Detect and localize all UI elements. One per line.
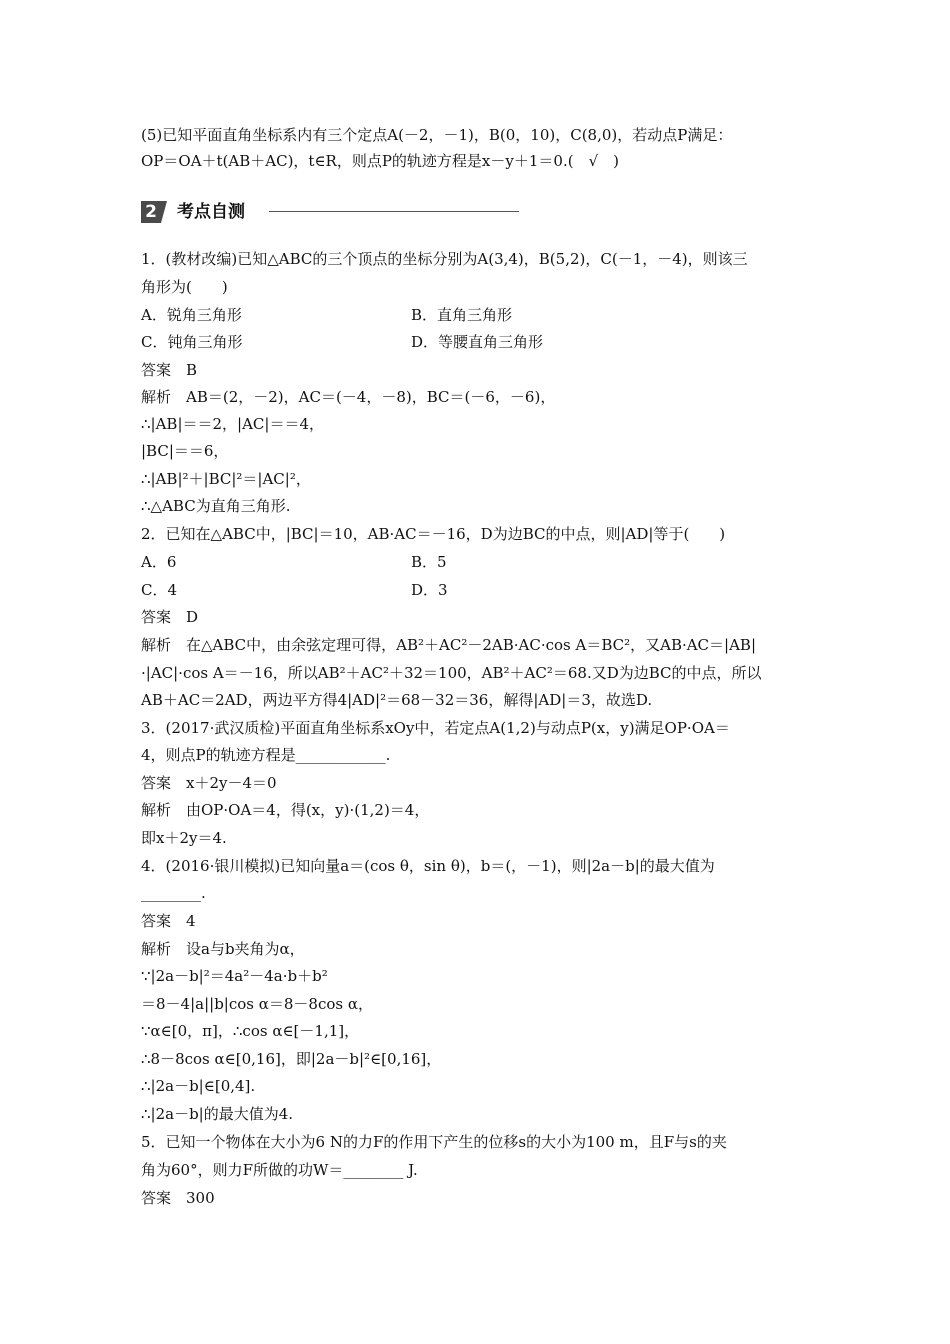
- text-line-content: (5)已知平面直角坐标系内有三个定点A(－2，－1)，B(0，10)，C(8,0)，若动点P满足：: [141, 126, 733, 144]
- text-line: [141, 607, 198, 627]
- text-line-content: 角为60°，则力F所做的功W＝________ J.: [141, 1161, 418, 1179]
- text-line-content: ∴|2a－b|∈[0,4].: [141, 1077, 256, 1095]
- text-line: [141, 524, 725, 544]
- text-line: [141, 1049, 441, 1069]
- text-line-content: ∴△ABC为直角三角形.: [141, 497, 291, 515]
- text-line-content: 解析 由OP·OA＝4，得(x，y)·(1,2)＝4，: [141, 801, 430, 819]
- text-line-content: ∴8－8cos α∈[0,16]，即|2a－b|²∈[0,16]，: [141, 1050, 442, 1068]
- text-line: [141, 1132, 727, 1152]
- text-line: [141, 1160, 418, 1180]
- text-line-content: |BC|＝＝6，: [141, 442, 229, 460]
- text-line: [141, 966, 328, 986]
- text-line-content: 答案 4: [141, 912, 196, 930]
- text-line: [141, 718, 730, 738]
- text-line: [141, 939, 305, 959]
- text-line-content: 解析 设a与b夹角为α，: [141, 940, 305, 958]
- text-line: [141, 496, 290, 516]
- text-line-content: 答案 D: [141, 608, 199, 626]
- text-line-content: A．锐角三角形: [141, 306, 242, 324]
- text-line: [141, 800, 429, 820]
- option-right-column: B．直角三角形: [411, 306, 513, 324]
- text-line-content: 4．(2016·银川模拟)已知向量a＝(cos θ，sin θ)，b＝(，－1)，则|2a－b|的最大值为: [141, 857, 715, 875]
- text-line-content: ·|AC|·cos A＝－16，所以AB²＋AC²＋32＝100，AB²＋AC²＝68.又D为边BC的中点，所以: [141, 664, 762, 682]
- section-divider: [269, 211, 519, 212]
- text-line-content: ∵|2a－b|²＝4a²－4a·b＋b²: [141, 967, 328, 985]
- text-line: [141, 414, 324, 434]
- option-right-column: D．3: [411, 581, 448, 599]
- text-line: [141, 994, 373, 1014]
- option-right-column: D．等腰直角三角形: [411, 333, 544, 351]
- text-line-content: ∴|AB|²＋|BC|²＝|AC|²，: [141, 470, 311, 488]
- text-line: [141, 911, 196, 931]
- text-line: [141, 828, 227, 848]
- text-line: [141, 1104, 293, 1124]
- text-line: [141, 305, 513, 325]
- text-line-content: A．6: [141, 553, 177, 571]
- section-header: [141, 200, 521, 224]
- text-line: [141, 580, 448, 600]
- text-line-content: ∵α∈[0，π]，∴cos α∈[－1,1]，: [141, 1022, 360, 1040]
- text-line: [141, 469, 311, 489]
- text-line: [141, 360, 197, 380]
- text-line-content: 4，则点P的轨迹方程是____________.: [141, 746, 391, 764]
- text-line: [141, 441, 228, 461]
- text-line-content: OP＝OA＋t(AB＋AC)，t∈R，则点P的轨迹方程是x－y＋1＝0.( √ ): [141, 152, 619, 170]
- text-line: [141, 552, 447, 572]
- text-line: [141, 883, 206, 903]
- text-line-content: 答案 B: [141, 361, 198, 379]
- text-line-content: ∴|AB|＝＝2，|AC|＝＝4，: [141, 415, 325, 433]
- text-line-content: 答案 300: [141, 1189, 215, 1207]
- text-line-content: 角形为( ): [141, 278, 228, 296]
- text-line-content: 1．(教材改编)已知△ABC的三个顶点的坐标分别为A(3,4)，B(5,2)，C(－1，－4)，则该三: [141, 250, 748, 268]
- text-line-content: 5．已知一个物体在大小为6 N的力F的作用下产生的位移s的大小为100 m，且F与s的夹: [141, 1133, 727, 1151]
- text-line-content: ________.: [141, 884, 206, 902]
- text-line-content: 3．(2017·武汉质检)平面直角坐标系xOy中，若定点A(1,2)与动点P(x，y)满足OP·OA＝: [141, 719, 730, 737]
- text-line: [141, 1076, 255, 1096]
- text-line: [141, 387, 555, 407]
- text-line: [141, 663, 762, 683]
- text-line-content: ∴|2a－b|的最大值为4.: [141, 1105, 294, 1123]
- option-right-column: B．5: [411, 553, 447, 571]
- text-line-content: 2．已知在△ABC中，|BC|＝10，AB·AC＝－16，D为边BC的中点，则|AD|等于( ): [141, 525, 726, 543]
- text-line: [141, 635, 756, 655]
- text-line-content: 即x＋2y＝4.: [141, 829, 227, 847]
- text-line: [141, 332, 544, 352]
- text-line: [141, 151, 619, 171]
- text-line: [141, 690, 652, 710]
- text-line-content: ＝8－4|a||b|cos α＝8－8cos α，: [141, 995, 373, 1013]
- text-line-content: 解析 在△ABC中，由余弦定理可得，AB²＋AC²－2AB·AC·cos A＝BC²，又AB·AC＝|AB|: [141, 636, 757, 654]
- text-line: [141, 1188, 215, 1208]
- section-title: 考点自测: [177, 202, 245, 222]
- text-line: [141, 773, 277, 793]
- text-line: [141, 249, 748, 269]
- section-number-badge: 2: [141, 201, 161, 223]
- text-line-content: C．4: [141, 581, 178, 599]
- text-line: [141, 856, 715, 876]
- text-line-content: 解析 AB＝(2，－2)，AC＝(－4，－8)，BC＝(－6，－6)，: [141, 388, 556, 406]
- text-line: [141, 277, 228, 297]
- text-line-content: AB＋AC＝2AD，两边平方得4|AD|²＝68－32＝36，解得|AD|＝3，故选D.: [141, 691, 653, 709]
- text-line: [141, 1021, 359, 1041]
- text-line-content: 答案 x＋2y－4＝0: [141, 774, 277, 792]
- text-line: [141, 745, 390, 765]
- text-line: [141, 125, 732, 145]
- text-line-content: C．钝角三角形: [141, 333, 243, 351]
